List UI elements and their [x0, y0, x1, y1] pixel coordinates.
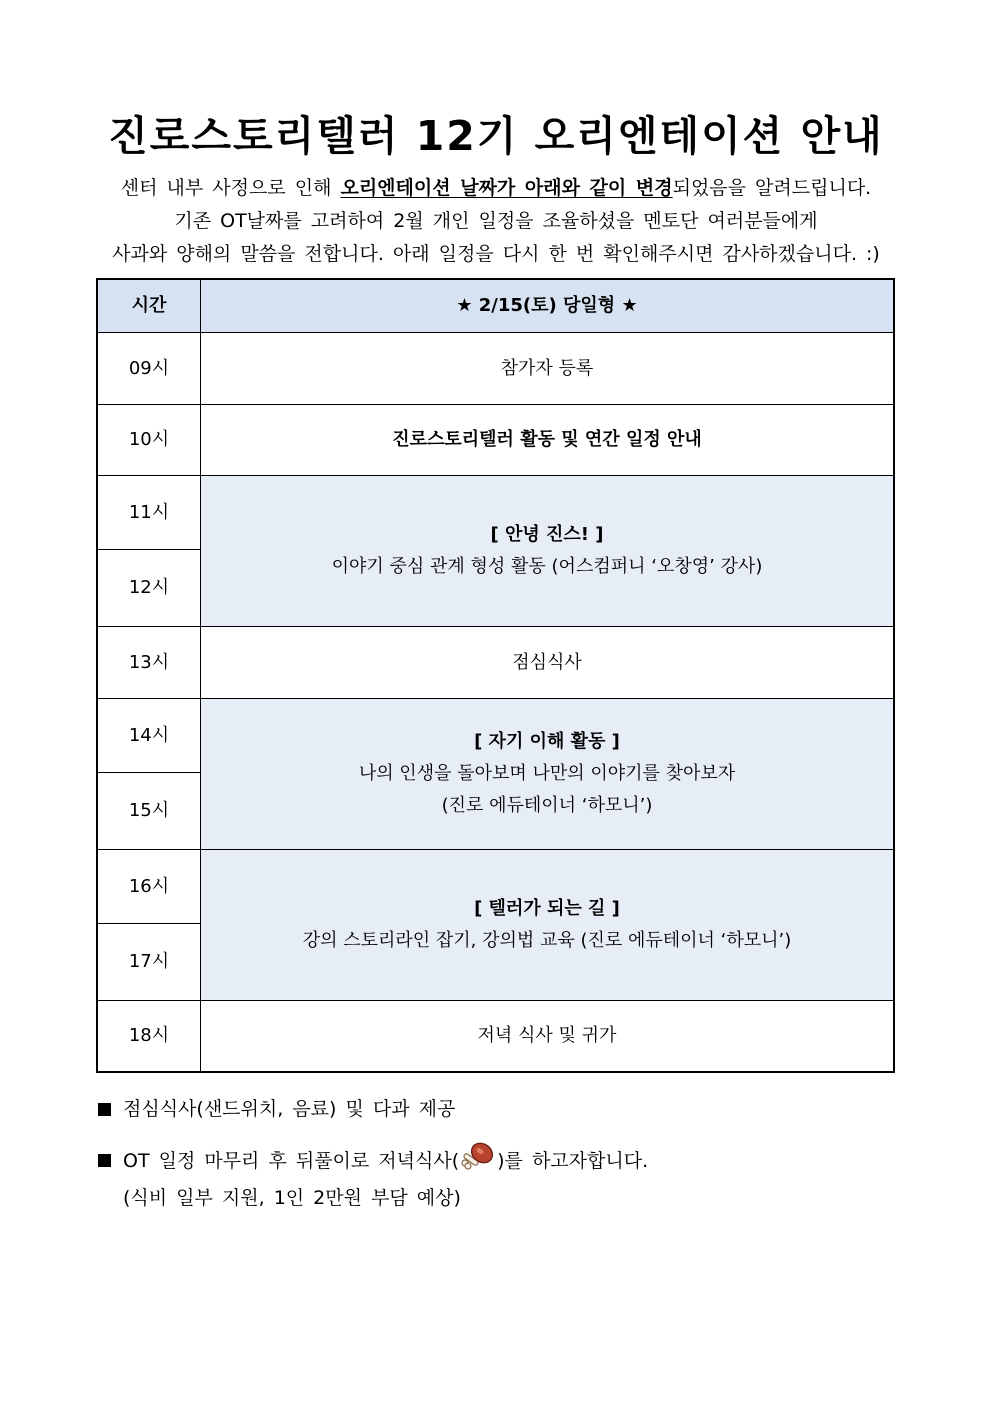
table-row — [97, 333, 894, 405]
intro-line-3: 사과와 양해의 말씀을 전합니다. 아래 일정을 다시 한 번 확인해주시면 감사하겠습니다. :) — [112, 243, 880, 265]
table-row — [97, 627, 894, 699]
event-lunch: 점심식사 — [201, 627, 895, 699]
time-cell: 16시 — [97, 850, 201, 924]
intro-line-1: 센터 내부 사정으로 인해 오리엔테이션 날짜가 아래와 같이 변경되었음을 알려드립니다. — [120, 177, 872, 199]
time-cell: 10시 — [97, 405, 201, 476]
time-cell: 14시 — [97, 699, 201, 773]
table-row — [97, 850, 894, 924]
table-row — [97, 699, 894, 773]
note-dinner — [96, 1140, 648, 1181]
event-dinner: 저녁 식사 및 귀가 — [201, 1001, 895, 1072]
note-2-text-after: )를 하고자합니다. — [497, 1149, 649, 1172]
event-session-2 — [201, 699, 895, 850]
table-row — [97, 476, 894, 550]
time-cell: 12시 — [97, 550, 201, 627]
page-title: 진로스토리텔러 12기 오리엔테이션 안내 — [108, 112, 884, 160]
header-time: 시간 — [97, 279, 201, 333]
session-2-desc: 나의 인생을 돌아보며 나만의 이야기를 찾아보자 — [358, 763, 736, 784]
session-2-instructor: (진로 에듀테이너 ‘하모니’) — [441, 795, 653, 816]
event-registration: 참가자 등록 — [201, 333, 895, 405]
event-session-1 — [201, 476, 895, 627]
session-1-title: [ 안녕 진스! ] — [490, 524, 604, 545]
time-cell: 18시 — [97, 1001, 201, 1072]
time-cell: 09시 — [97, 333, 201, 405]
header-event: ★ 2/15(토) 당일형 ★ — [201, 279, 895, 333]
note-2-text-before: OT 일정 마무리 후 뒤풀이로 저녁식사( — [123, 1149, 460, 1172]
table-header-row — [97, 279, 894, 333]
session-3-desc: 강의 스토리라인 잡기, 강의법 교육 (진로 에듀테이너 ‘하모니’) — [302, 930, 792, 951]
square-bullet-icon — [98, 1154, 111, 1167]
session-1-desc: 이야기 중심 관계 형성 활동 (어스컴퍼니 ‘오창영’ 강사) — [331, 556, 763, 577]
session-2-title: [ 자기 이해 활동 ] — [474, 731, 620, 752]
changed-date-notice: 오리엔테이션 날짜가 아래와 같이 변경 — [340, 177, 673, 199]
session-3-title: [ 텔러가 되는 길 ] — [474, 898, 620, 919]
time-cell: 15시 — [97, 773, 201, 850]
intro-paragraph — [0, 172, 992, 271]
time-cell: 17시 — [97, 924, 201, 1001]
note-lunch — [96, 1092, 648, 1126]
time-cell: 11시 — [97, 476, 201, 550]
intro-line-2: 기존 OT날짜를 고려하여 2월 개인 일정을 조율하셨을 멘토단 여러분들에게 — [174, 210, 818, 232]
note-2-subtext: (식비 일부 지원, 1인 2만원 부담 예상) — [123, 1187, 461, 1209]
meat-icon — [461, 1140, 495, 1181]
note-1-text: 점심식사(샌드위치, 음료) 및 다과 제공 — [123, 1098, 456, 1120]
event-session-3 — [201, 850, 895, 1001]
table-row — [97, 1001, 894, 1072]
schedule-table — [96, 278, 895, 1073]
table-row — [97, 405, 894, 476]
event-intro-activity: 진로스토리텔러 활동 및 연간 일정 안내 — [201, 405, 895, 476]
time-cell: 13시 — [97, 627, 201, 699]
square-bullet-icon — [98, 1103, 111, 1116]
notes-section — [96, 1092, 648, 1215]
